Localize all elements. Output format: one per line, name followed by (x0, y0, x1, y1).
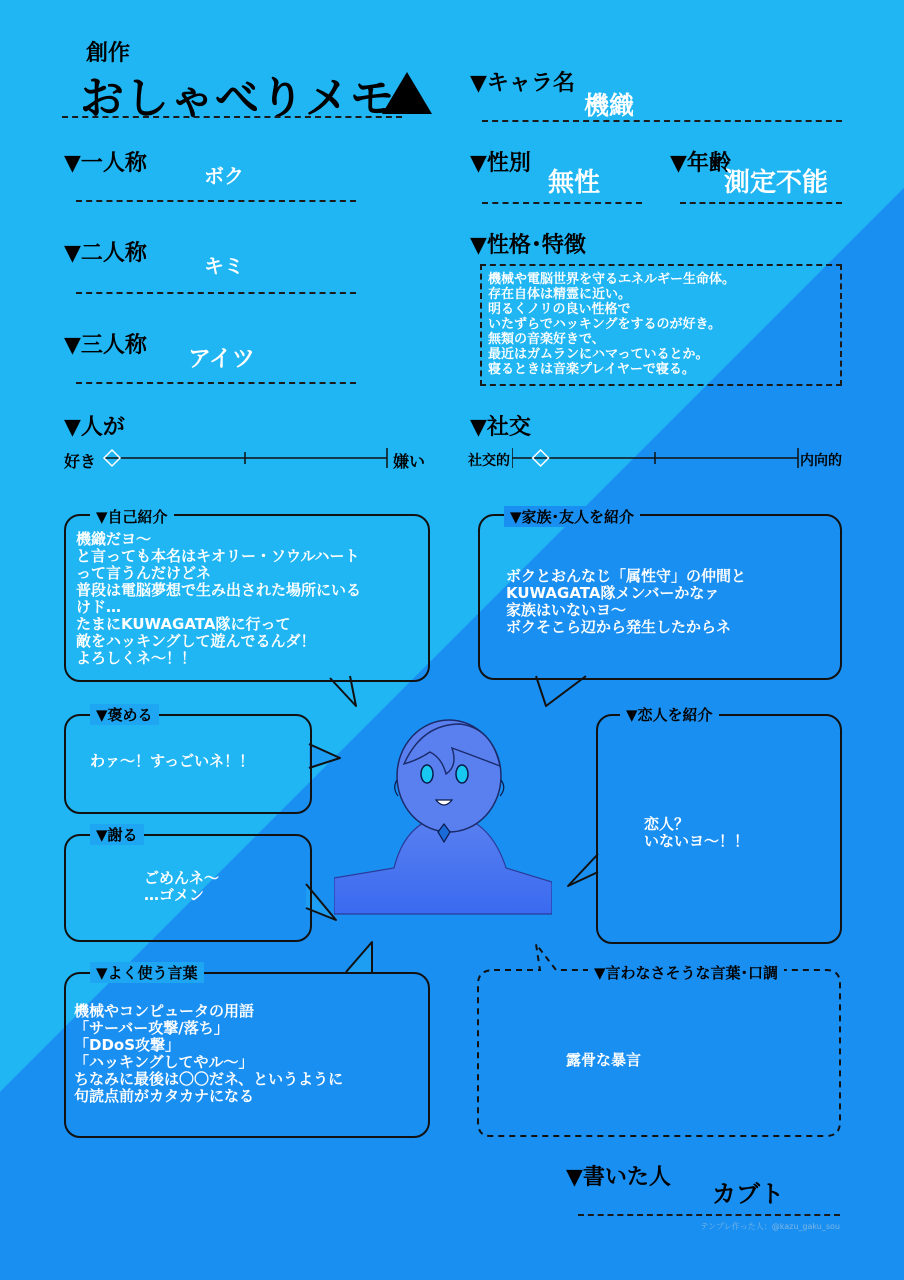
main-title: おしゃべりメモ (80, 73, 395, 124)
family-bubble-title: ▼家族･友人を紹介 (504, 506, 640, 527)
people-scale-label: ▼人が (64, 415, 125, 440)
apology-bubble-title: ▼謝る (90, 824, 144, 845)
third-person-label: ▼三人称 (64, 333, 147, 358)
character-illustration (334, 718, 552, 916)
age-label: ▼年齢 (670, 151, 731, 176)
first-person-label: ▼一人称 (64, 151, 147, 176)
name-value: 機織 (584, 91, 635, 120)
words-bubble-text: 機械やコンピュータの用語 「サーバー攻撃/落ち」 「DDoS攻撃」 「ハッキングしてやル〜」 ちなみに最後は〇〇だネ、というように 句読点前がカタカナになる (74, 1002, 344, 1105)
people-scale-left: 好き (64, 452, 97, 471)
author-value: カブト (712, 1180, 784, 1208)
family-bubble-text: ボクとおんなじ「属性守」の仲間と KUWAGATA隊メンバーかなァ 家族はいないヨ〜 ボクそこら辺から発生したからネ (506, 567, 747, 636)
apology-bubble-text: ごめんネ〜 …ゴメン (144, 869, 220, 904)
praise-bubble-title: ▼褒める (90, 704, 159, 725)
words-bubble-title: ▼よく使う言葉 (90, 962, 204, 983)
praise-bubble-text: わァ〜！すっごいネ！！ (90, 752, 255, 770)
second-person-label: ▼二人称 (64, 241, 147, 266)
author-line (578, 1214, 840, 1216)
social-scale-right: 内向的 (800, 453, 842, 469)
never-bubble-text: 露骨な暴言 (566, 1051, 642, 1069)
first-person-value: ボク (204, 164, 244, 188)
family-bubble-tail (536, 676, 586, 706)
never-bubble-title: ▼言わなさそうな言葉･口調 (588, 962, 784, 983)
people-scale-right: 嫌い (393, 452, 426, 471)
age-value: 測定不能 (724, 168, 829, 198)
personality-text: 機械や電脳世界を守るエネルギー生命体。 存在自体は精霊に近い。 明るくノリの良い性格で いたずらでハッキングをするのが好き。 無類の音楽好きで、 最近はガムランにハマっているとか。 寝るときは音楽プレイヤーで寝る。 (488, 272, 736, 377)
small-title: 創作 (86, 41, 131, 66)
template-credit: テンプレ作った人：@kazu_gaku_sou (700, 1222, 840, 1231)
social-scale-label: ▼社交 (470, 415, 531, 440)
social-scale-left: 社交的 (468, 453, 510, 469)
character-right-eye (456, 765, 468, 783)
third-person-value: アイツ (188, 346, 255, 372)
intro-bubble-text: 機織だヨ〜 と言っても本名はキオリー・ソウルハート って言うんだけどネ 普段は電脳夢想で生み出された場所にいる けド… たまにKUWAGATA隊に行って 敵をハッキングして遊んでるんダ！ よろしくネ〜！！ (76, 530, 362, 667)
gender-label: ▼性別 (470, 151, 531, 176)
gender-value: 無性 (548, 168, 601, 198)
lover-bubble-tail (568, 854, 598, 886)
lover-bubble-title: ▼恋人を紹介 (620, 704, 719, 725)
personality-label: ▼性格･特徴 (470, 233, 586, 258)
second-person-value: キミ (204, 254, 244, 278)
character-left-eye (421, 765, 433, 783)
intro-bubble-title: ▼自己紹介 (90, 506, 174, 527)
words-bubble-tail (346, 942, 372, 972)
lover-bubble-text: 恋人？ いないヨ〜！！ (644, 815, 750, 850)
author-label: ▼書いた人 (566, 1165, 671, 1190)
name-label: ▼キャラ名 (470, 71, 575, 96)
